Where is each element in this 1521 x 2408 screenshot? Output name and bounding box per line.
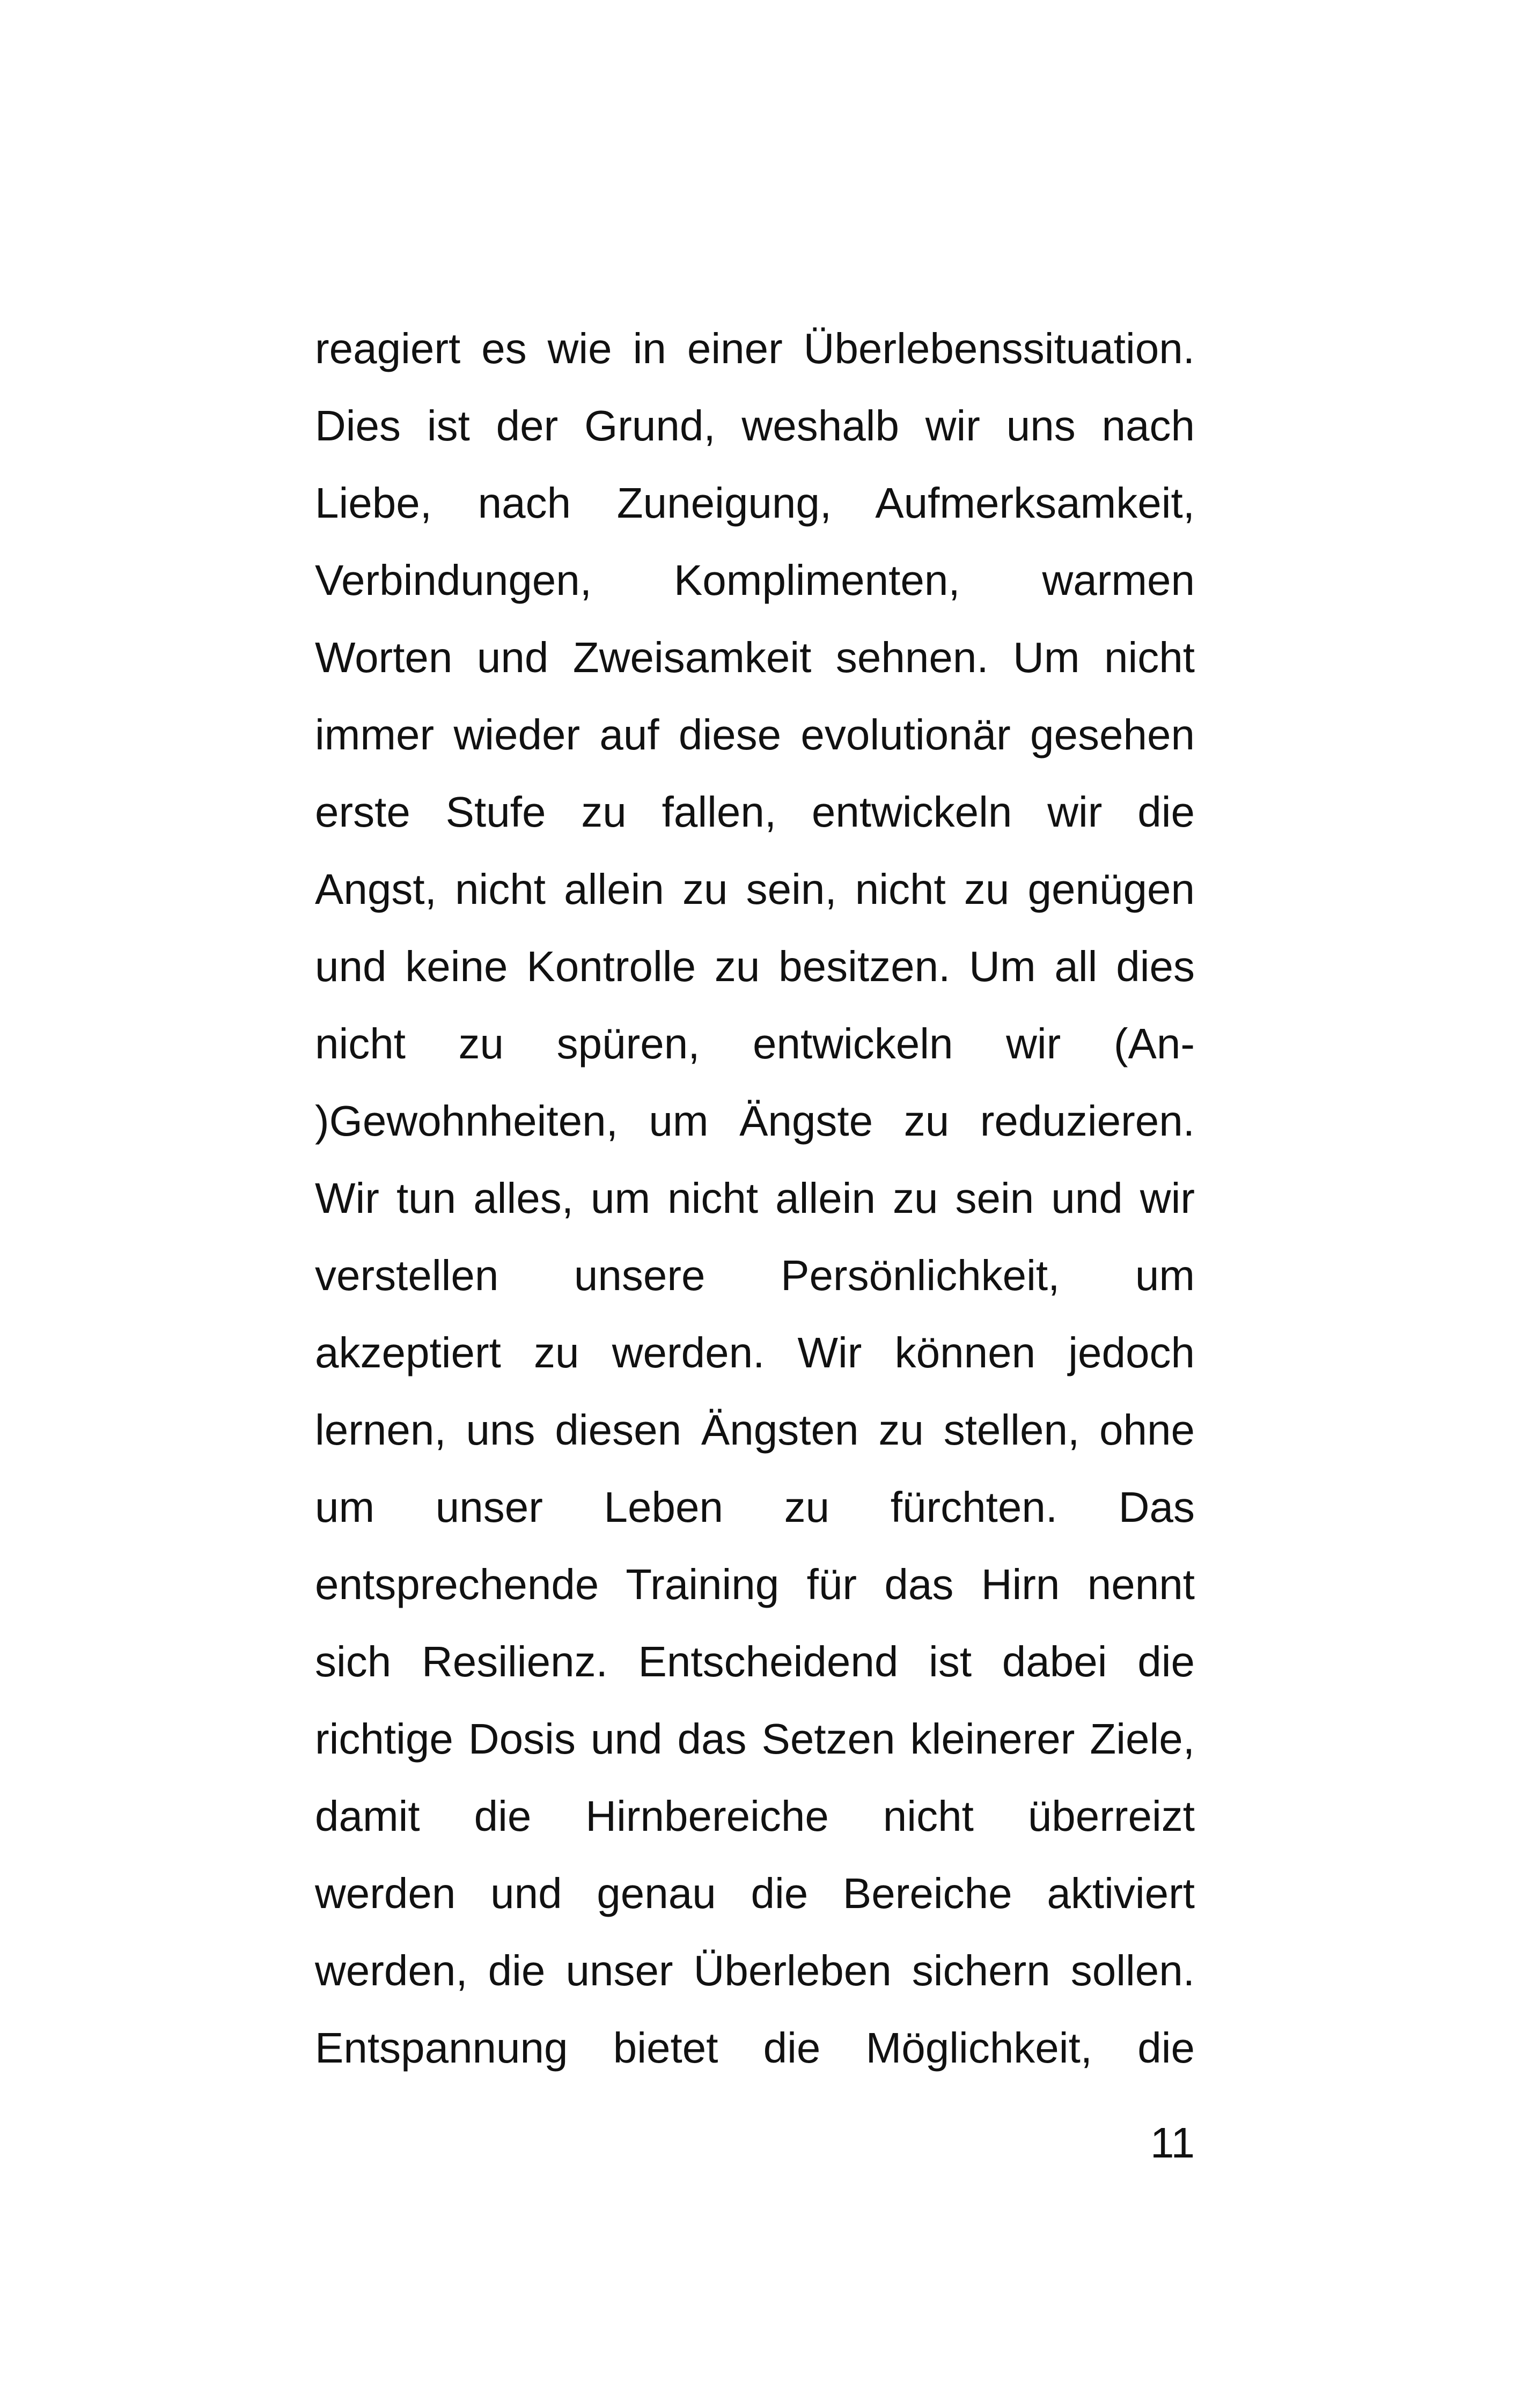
text-line: Liebe, nach Zuneigung, Aufmerksamkeit,	[315, 479, 1195, 527]
text-line: werden und genau die Bereiche aktiviert	[315, 1869, 1195, 1917]
text-line: Verbindungen, Komplimenten, warmen	[315, 556, 1195, 604]
text-line: reagiert es wie in einer Überlebenssituation.	[315, 325, 1195, 372]
text-line: entsprechende Training für das Hirn nennt	[315, 1560, 1195, 1608]
body-text	[315, 310, 1195, 2087]
text-line: Angst, nicht allein zu sein, nicht zu genügen	[315, 865, 1195, 913]
text-line: sich Resilienz. Entscheidend ist dabei die	[315, 1638, 1195, 1685]
text-line: akzeptiert zu werden. Wir können jedoch	[315, 1329, 1195, 1376]
text-line: werden, die unser Überleben sichern sollen.	[315, 1947, 1195, 1994]
text-line: um unser Leben zu fürchten. Das	[315, 1483, 1195, 1531]
text-line: )Gewohnheiten, um Ängste zu reduzieren.	[315, 1097, 1195, 1145]
text-line: Worten und Zweisamkeit sehnen. Um nicht	[315, 634, 1195, 681]
text-line: nicht zu spüren, entwickeln wir (An-	[315, 1020, 1195, 1067]
text-line: Entspannung bietet die Möglichkeit, die	[315, 2024, 1195, 2072]
text-line: richtige Dosis und das Setzen kleinerer Ziele,	[315, 1715, 1195, 1763]
text-line: und keine Kontrolle zu besitzen. Um all dies	[315, 942, 1195, 990]
text-line: immer wieder auf diese evolutionär gesehen	[315, 711, 1195, 759]
text-line: damit die Hirnbereiche nicht überreizt	[315, 1792, 1195, 1840]
page-number: 11	[1150, 2119, 1195, 2167]
text-line: Dies ist der Grund, weshalb wir uns nach	[315, 402, 1195, 450]
text-line: verstellen unsere Persönlichkeit, um	[315, 1251, 1195, 1299]
text-line: erste Stufe zu fallen, entwickeln wir die	[315, 788, 1195, 836]
text-line: lernen, uns diesen Ängsten zu stellen, ohne	[315, 1406, 1195, 1454]
text-line: Wir tun alles, um nicht allein zu sein und wir	[315, 1174, 1195, 1222]
